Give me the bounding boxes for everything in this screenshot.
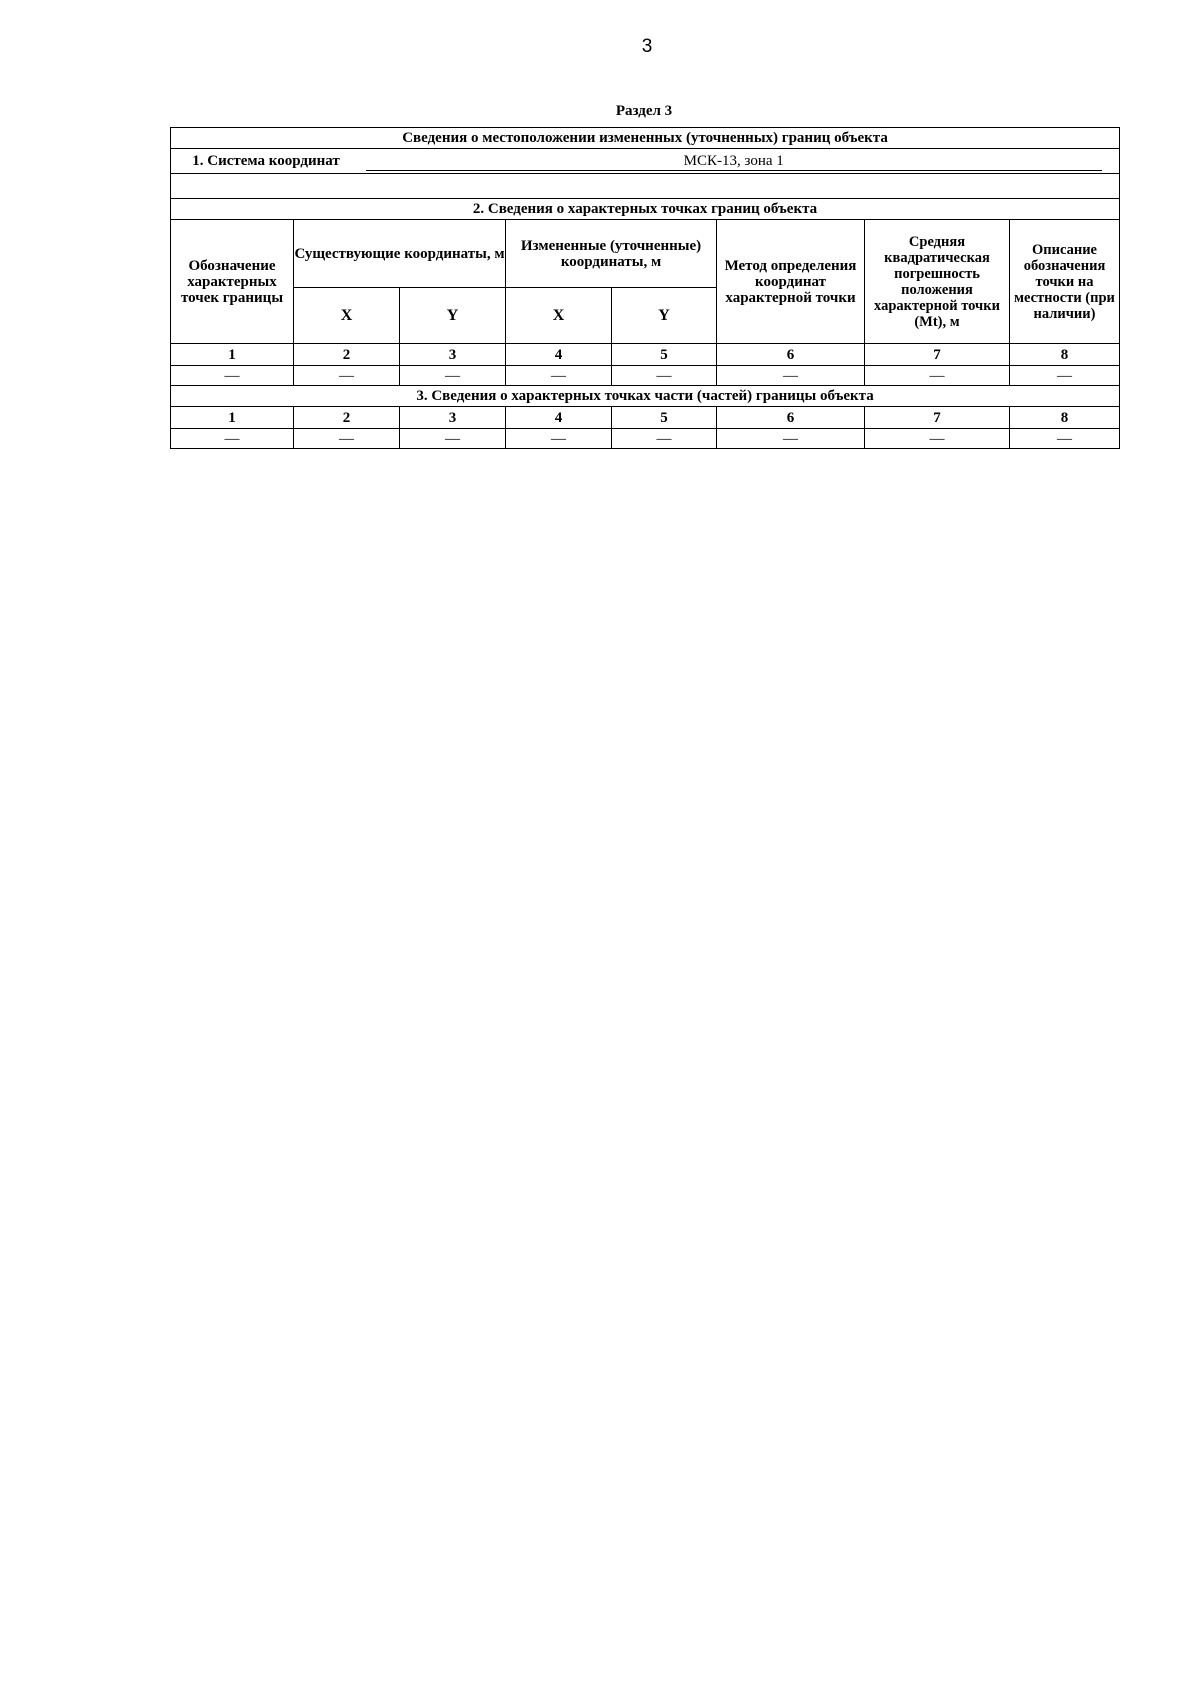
coordinate-system-row: [171, 149, 1120, 174]
header-error: Средняя квадратическая погрешность положения характерной точки (Mt), м: [865, 220, 1010, 344]
column-number: 6: [717, 344, 865, 366]
coordinate-system-value: МСК-13, зона 1: [366, 152, 1102, 171]
header-existing-x: X: [294, 288, 400, 344]
table-cell: —: [1010, 429, 1120, 449]
header-description: Описание обозначения точки на местности (при наличии): [1010, 220, 1120, 344]
header-changed-coordinates: Измененные (уточненные) координаты, м: [506, 220, 717, 288]
table-caption: Сведения о местоположении измененных (уточненных) границ объекта: [171, 128, 1120, 149]
column-number: 5: [612, 344, 717, 366]
table-cell: —: [171, 366, 294, 386]
table-cell: —: [400, 366, 506, 386]
column-number: 2: [294, 344, 400, 366]
table-cell: —: [294, 366, 400, 386]
column-number: 4: [506, 344, 612, 366]
column-number: 2: [294, 407, 400, 429]
column-number-row: [171, 344, 1120, 366]
column-number: 1: [171, 344, 294, 366]
table-row: [171, 366, 1120, 386]
table-cell: —: [506, 429, 612, 449]
table-cell: —: [400, 429, 506, 449]
table-cell: —: [612, 366, 717, 386]
header-existing-y: Y: [400, 288, 506, 344]
table-row: [171, 429, 1120, 449]
header-method: Метод определения координат характерной точки: [717, 220, 865, 344]
boundary-table: [170, 127, 1120, 449]
coordinate-system-label: 1. Система координат: [192, 152, 340, 169]
table-cell: —: [294, 429, 400, 449]
table-cell: —: [612, 429, 717, 449]
table-cell: —: [865, 366, 1010, 386]
column-number: 6: [717, 407, 865, 429]
column-number: 8: [1010, 344, 1120, 366]
table-cell: —: [171, 429, 294, 449]
column-number: 3: [400, 407, 506, 429]
section-title: Раздел 3: [615, 103, 673, 119]
column-number: 1: [171, 407, 294, 429]
column-number: 7: [865, 344, 1010, 366]
subtitle-part-points: 3. Сведения о характерных точках части (частей) границы объекта: [171, 386, 1120, 407]
coordinate-system-blank: [171, 174, 1120, 199]
page-number: 3: [641, 36, 653, 57]
subtitle-points: 2. Сведения о характерных точках границ объекта: [171, 199, 1120, 220]
header-changed-x: X: [506, 288, 612, 344]
table-cell: —: [717, 429, 865, 449]
table-cell: —: [1010, 366, 1120, 386]
column-number-row: [171, 407, 1120, 429]
column-number: 8: [1010, 407, 1120, 429]
header-existing-coordinates: Существующие координаты, м: [294, 220, 506, 288]
column-number: 4: [506, 407, 612, 429]
header-designation: Обозначение характерных точек границы: [171, 220, 294, 344]
column-number: 5: [612, 407, 717, 429]
table-cell: —: [717, 366, 865, 386]
column-number: 7: [865, 407, 1010, 429]
column-number: 3: [400, 344, 506, 366]
table-cell: —: [865, 429, 1010, 449]
table-cell: —: [506, 366, 612, 386]
header-changed-y: Y: [612, 288, 717, 344]
